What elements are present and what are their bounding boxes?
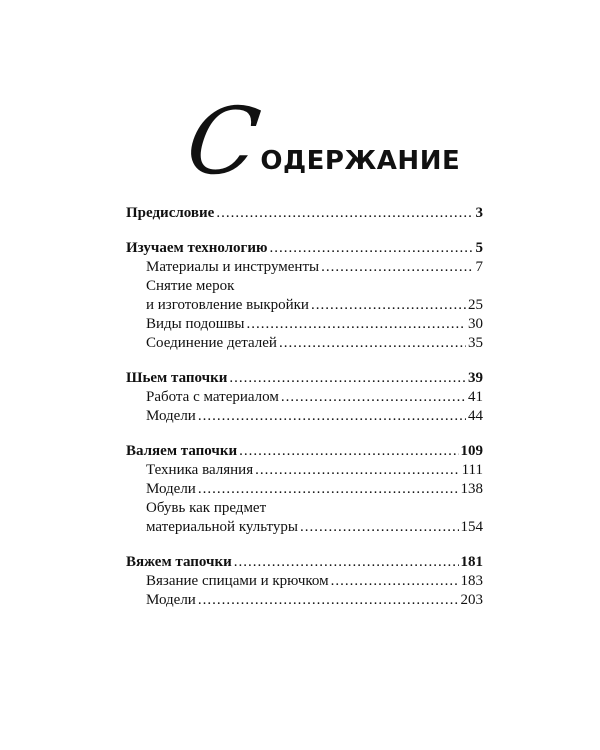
toc-entry-label: Снятие мерок bbox=[146, 278, 235, 294]
dot-leader bbox=[331, 572, 459, 591]
dot-leader bbox=[198, 591, 459, 610]
dot-leader bbox=[311, 296, 466, 315]
dot-leader bbox=[229, 369, 466, 388]
toc-entry-label: Работа с материалом bbox=[146, 389, 279, 405]
toc-entry[interactable] bbox=[126, 480, 483, 499]
toc-page-number: 39 bbox=[468, 370, 483, 386]
toc-entry-label: Валяем тапочки bbox=[126, 443, 238, 459]
toc-entry-label: Модели bbox=[146, 481, 196, 497]
toc-entry-label: Изучаем технологию bbox=[126, 240, 268, 256]
toc-page-number: 35 bbox=[468, 335, 483, 351]
toc-heading-entry[interactable] bbox=[126, 369, 483, 388]
toc-page-number: 3 bbox=[475, 205, 483, 221]
table-of-contents bbox=[126, 204, 483, 626]
toc-section bbox=[126, 239, 483, 353]
toc-page-number: 7 bbox=[475, 259, 483, 275]
toc-entry-label: Шьем тапочки bbox=[126, 370, 228, 386]
dot-leader bbox=[246, 315, 466, 334]
toc-entry-label: Вяжем тапочки bbox=[126, 554, 232, 570]
toc-entry[interactable] bbox=[126, 315, 483, 334]
toc-entry-label: Материалы и инструменты bbox=[146, 259, 320, 275]
title-rest: ОДЕРЖАНИЕ bbox=[260, 146, 461, 176]
toc-page-number: 30 bbox=[468, 316, 483, 332]
dot-leader bbox=[198, 407, 466, 426]
toc-page-number: 203 bbox=[460, 592, 483, 608]
toc-entry[interactable] bbox=[126, 499, 483, 518]
toc-entry[interactable] bbox=[126, 572, 483, 591]
toc-entry-label: Техника валяния bbox=[146, 462, 254, 478]
toc-page-number: 5 bbox=[475, 240, 483, 256]
title-initial: С bbox=[180, 88, 266, 195]
toc-entry-label: Обувь как предмет bbox=[146, 500, 267, 516]
toc-heading-entry[interactable] bbox=[126, 442, 483, 461]
toc-heading-entry[interactable] bbox=[126, 204, 483, 223]
toc-page-number: 154 bbox=[460, 519, 483, 535]
dot-leader bbox=[234, 553, 459, 572]
toc-page-number: 41 bbox=[468, 389, 483, 405]
toc-entry[interactable] bbox=[126, 591, 483, 610]
toc-entry-label: материальной культуры bbox=[146, 519, 298, 535]
toc-entry[interactable] bbox=[126, 258, 483, 277]
toc-entry[interactable] bbox=[126, 296, 483, 315]
dot-leader bbox=[281, 388, 466, 407]
toc-page-number: 25 bbox=[468, 297, 483, 313]
dot-leader bbox=[279, 334, 466, 353]
toc-page-number: 183 bbox=[460, 573, 483, 589]
toc-page-number: 111 bbox=[461, 462, 483, 478]
toc-page-number: 44 bbox=[468, 408, 483, 424]
toc-page-number: 109 bbox=[460, 443, 483, 459]
toc-entry[interactable] bbox=[126, 388, 483, 407]
toc-entry[interactable] bbox=[126, 518, 483, 537]
dot-leader bbox=[300, 518, 459, 537]
dot-leader bbox=[198, 480, 459, 499]
toc-entry-label: Соединение деталей bbox=[146, 335, 277, 351]
toc-entry-label: Предисловие bbox=[126, 205, 215, 221]
toc-entry-label: и изготовление выкройки bbox=[146, 297, 309, 313]
page-title bbox=[180, 88, 461, 195]
toc-entry-label: Модели bbox=[146, 592, 196, 608]
toc-section bbox=[126, 442, 483, 537]
toc-entry[interactable] bbox=[126, 277, 483, 296]
toc-entry-label: Вязание спицами и крючком bbox=[146, 573, 329, 589]
dot-leader bbox=[239, 442, 458, 461]
toc-section bbox=[126, 553, 483, 610]
dot-leader bbox=[255, 461, 460, 480]
dot-leader bbox=[269, 239, 473, 258]
toc-heading-entry[interactable] bbox=[126, 239, 483, 258]
toc-page-number: 181 bbox=[460, 554, 483, 570]
toc-entry-label: Виды подошвы bbox=[146, 316, 245, 332]
toc-entry[interactable] bbox=[126, 461, 483, 480]
toc-entry[interactable] bbox=[126, 334, 483, 353]
toc-page-number: 138 bbox=[460, 481, 483, 497]
toc-section bbox=[126, 369, 483, 426]
dot-leader bbox=[216, 204, 473, 223]
toc-heading-entry[interactable] bbox=[126, 553, 483, 572]
dot-leader bbox=[321, 258, 473, 277]
toc-entry-label: Модели bbox=[146, 408, 196, 424]
toc-entry[interactable] bbox=[126, 407, 483, 426]
toc-section bbox=[126, 204, 483, 223]
